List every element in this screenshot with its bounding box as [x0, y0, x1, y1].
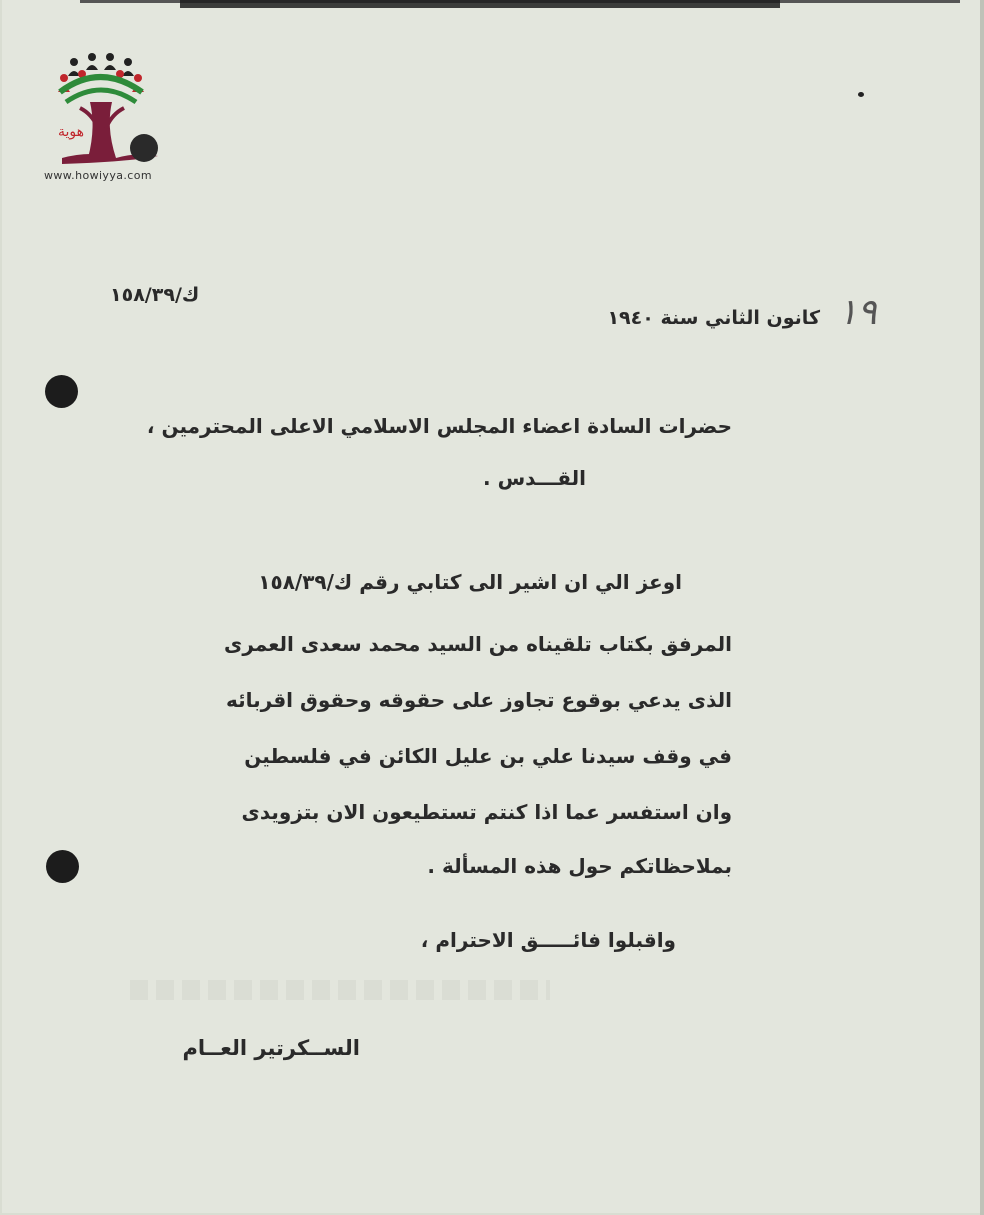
body-line: الذى يدعي بوقوع تجاوز على حقوقه وحقوق اقربائه [225, 688, 732, 712]
reference-number: ك/١٥٨/٣٩ [110, 284, 200, 306]
logo-url-text: www.howiyya.com [44, 169, 152, 182]
svg-text:هوية: هوية [57, 124, 84, 140]
scan-edge-right [980, 0, 984, 1215]
body-line: في وقف سيدنا علي بن عليل الكائن في فلسطين [244, 744, 732, 768]
body-line: المرفق بكتاب تلقيناه من السيد محمد سعدى العمرى [224, 632, 732, 656]
howiyya-logo [40, 48, 170, 188]
punch-hole-bottom [46, 850, 79, 883]
body-line: بملاحظاتكم حول هذه المسألة . [427, 854, 732, 878]
addressee-city: القـــدس . [483, 466, 586, 490]
scan-edge-dark [180, 0, 780, 8]
faded-bleed-through [130, 980, 550, 1000]
ink-mark [858, 92, 864, 97]
punch-hole-top [45, 375, 78, 408]
closing-line: واقبلوا فائـــــق الاحترام ، [420, 928, 676, 952]
handwritten-day: ١٩ [838, 292, 877, 333]
addressee-line: حضرات السادة اعضاء المجلس الاسلامي الاعلى المحترمين ، [146, 414, 732, 438]
letter-date: كانون الثاني سنة ١٩٤٠ [607, 307, 820, 329]
body-line: وان استفسر عما اذا كنتم تستطيعون الان بتزويدى [241, 800, 732, 824]
signature-title: الســكرتير العــام [182, 1036, 360, 1060]
opening-line: اوعز الي ان اشير الى كتابي رقم ك/١٥٨/٣٩ [258, 570, 682, 594]
